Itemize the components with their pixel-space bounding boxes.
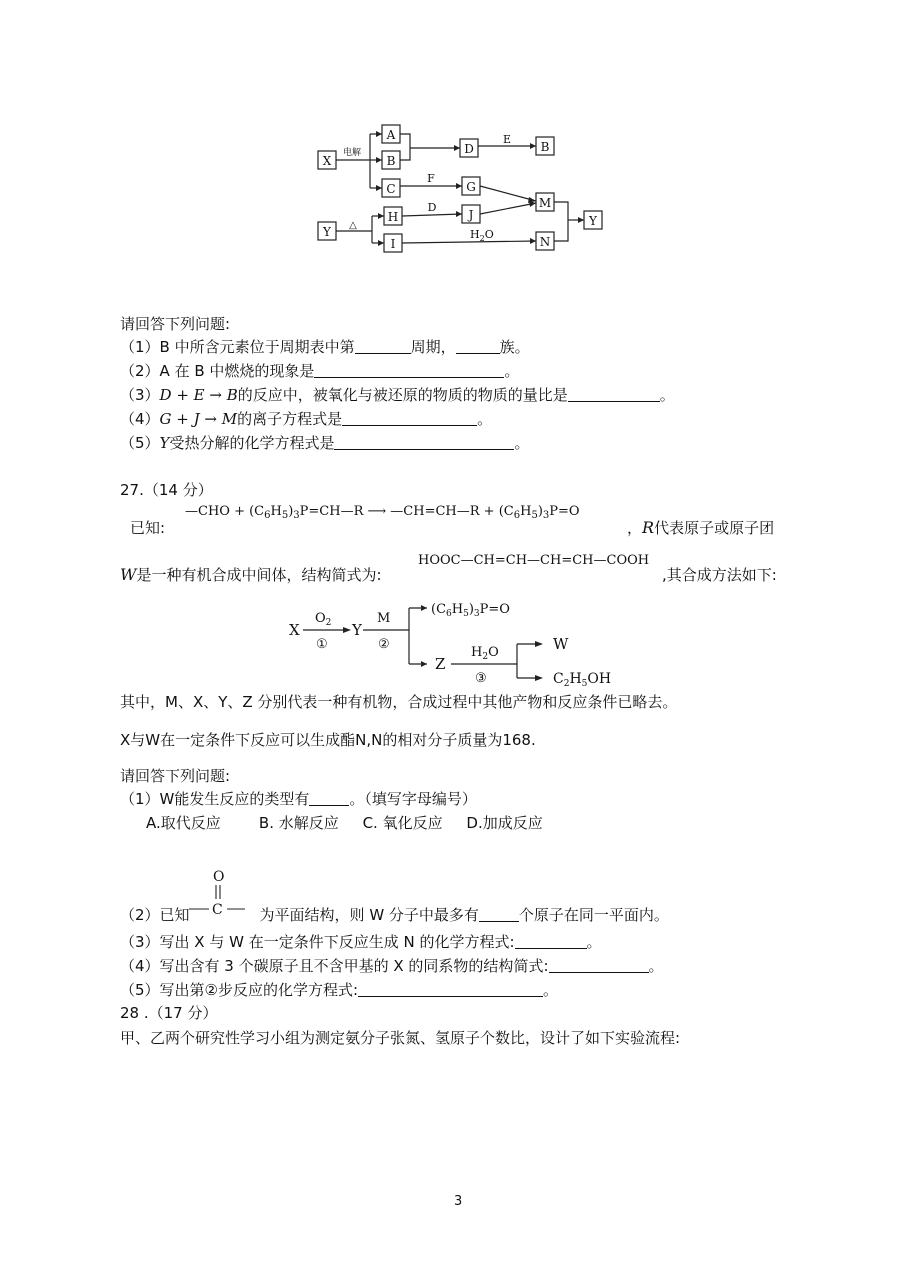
s27-w-tail: ,其合成方法如下: [662, 566, 777, 584]
s28-text: 甲、乙两个研究性学习小组为测定氨分子张氮、氢原子个数比，设计了如下实验流程: [120, 1029, 681, 1047]
scheme-step1: ① [316, 637, 328, 652]
s27-note2: X与W在一定条件下反应可以生成酯N,N的相对分子质量为168. [120, 731, 536, 749]
node-m: M [538, 196, 552, 210]
s27-options: A.取代反应 B. 水解反应 C. 氧化反应 D.加成反应 [146, 814, 543, 832]
label-electrolysis: 电解 [342, 148, 362, 158]
answer-blank-27-q5[interactable] [358, 980, 543, 997]
answer-blank-q3[interactable] [568, 385, 660, 402]
s26-q1: （1）B 中所含元素位于周期表中第 周期， 族。 [120, 338, 530, 356]
s27-note1: 其中，M、X、Y、Z 分别代表一种有机物，合成过程中其他产物和反应条件已略去。 [120, 693, 678, 711]
s27-q3: （3）写出 X 与 W 在一定条件下反应生成 N 的化学方程式: 。 [120, 933, 602, 951]
carbonyl-c: C [212, 902, 223, 918]
label-heat: △ [349, 220, 357, 231]
label-d: D [427, 201, 437, 214]
label-e: E [502, 133, 512, 146]
answer-blank-q4[interactable] [342, 409, 477, 426]
page-number: 3 [454, 1194, 463, 1209]
s27-q5: （5）写出第②步反应的化学方程式: 。 [120, 981, 559, 999]
scheme-y: Y [352, 621, 362, 639]
scheme-ethanol: $C_2H_5OH$ [553, 671, 612, 689]
node-c: C [386, 182, 396, 196]
s27-intro: 请回答下列问题: [120, 767, 231, 785]
label-f: F [427, 172, 435, 185]
node-h: H [387, 210, 399, 224]
scheme-byproduct: $(C_6H_5)_3P=O$ [431, 602, 510, 619]
s27-known-label: 已知: [130, 519, 166, 537]
node-b: B [386, 154, 396, 168]
s26-intro: 请回答下列问题: [120, 315, 231, 333]
node-g: G [466, 180, 476, 194]
node-y: Y [323, 225, 331, 239]
synthesis-scheme [285, 592, 625, 689]
answer-blank-27-q1[interactable] [309, 789, 349, 806]
label-water: $H_2O$ [470, 228, 494, 243]
s26-q4: （4）G + J → M的离子方程式是 。 [120, 410, 493, 428]
node-j: J [468, 208, 474, 222]
answer-blank-27-q4[interactable] [549, 956, 649, 973]
node-a: A [386, 128, 396, 142]
inference-flowchart [300, 115, 630, 265]
s27-q4: （4）写出含有 3 个碳原子且不含甲基的 X 的同系物的结构简式: 。 [120, 957, 664, 975]
node-b2: B [540, 140, 550, 154]
node-n: N [539, 235, 551, 249]
s27-q1: （1）W能发生反应的类型有 。（填写字母编号） [120, 790, 477, 808]
s27-q2: （2）已知 为平面结构，则 W 分子中最多有 个原子在同一平面内。 [120, 906, 669, 924]
s27-w-intro: W是一种有机合成中间体，结构简式为: [120, 565, 382, 584]
s26-q2: （2）A 在 B 中燃烧的现象是 。 [120, 362, 520, 380]
scheme-h2o: $H_2O$ [471, 645, 499, 662]
s27-known-reaction: —CHO + $(C_6H_5)_3P=CH—R$ ⟶ —CH=CH—R + $(C_6H_5)_3P=O$ [185, 504, 580, 521]
scheme-step2: ② [378, 637, 390, 652]
s27-r-desc: ，R代表原子或原子团 [627, 518, 775, 537]
answer-blank-q5[interactable] [334, 433, 514, 450]
answer-blank-27-q2[interactable] [479, 905, 519, 922]
carbonyl-o: O [213, 869, 225, 885]
s26-q5: （5）Y受热分解的化学方程式是 。 [120, 434, 530, 452]
s27-w-formula: HOOC—CH=CH—CH=CH—COOH [418, 553, 650, 568]
s26-q3: （3）D + E → B的反应中，被氧化与被还原的物质的物质的量比是 。 [120, 386, 675, 404]
node-d: D [464, 142, 474, 156]
s28-header: 28 .（17 分） [120, 1004, 218, 1022]
scheme-o2: $O_2$ [315, 611, 332, 628]
scheme-z: Z [435, 655, 446, 673]
answer-blank-27-q3[interactable] [515, 932, 587, 949]
node-x: X [322, 154, 332, 168]
scheme-x: X [289, 621, 300, 639]
node-i: I [390, 237, 396, 251]
answer-blank-group[interactable] [456, 337, 500, 354]
node-y2: Y [589, 214, 597, 228]
answer-blank-period[interactable] [355, 337, 411, 354]
scheme-w: W [553, 635, 569, 653]
scheme-step3: ③ [475, 671, 487, 686]
answer-blank-q2[interactable] [314, 361, 504, 378]
s27-header: 27.（14 分） [120, 481, 213, 499]
scheme-m: M [377, 611, 391, 626]
